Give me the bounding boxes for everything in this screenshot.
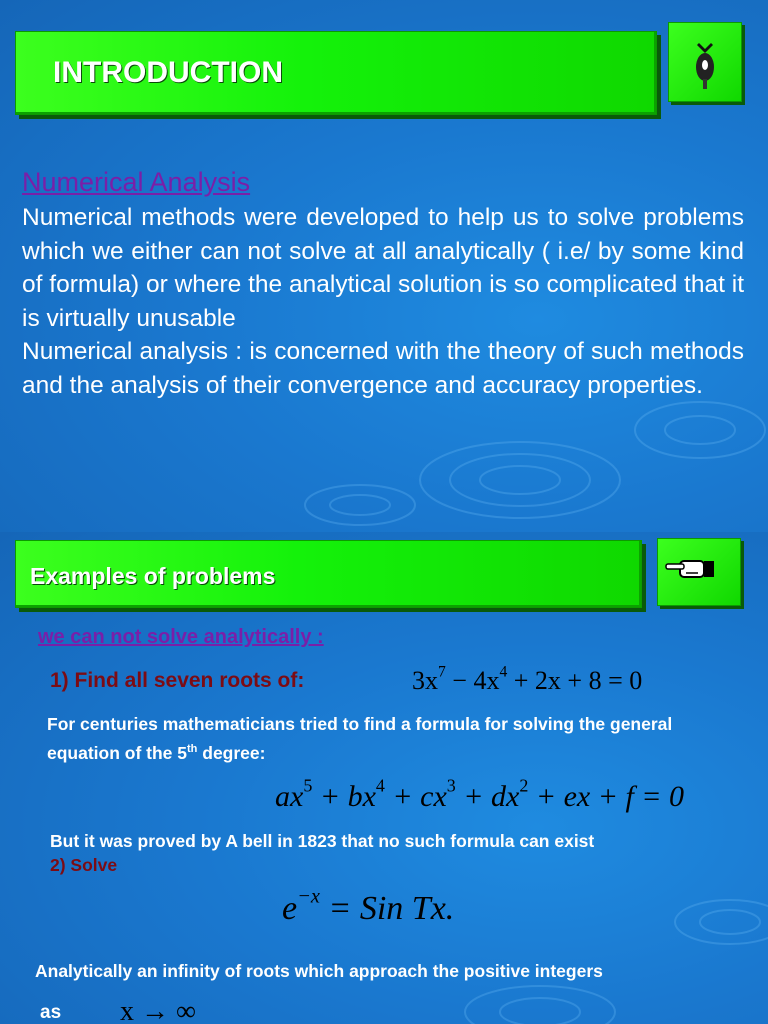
intro-paragraph-methods: Numerical methods were developed to help us to solve problems which we either can not solve at all analytically ( i.e/ by some kind of formula) or where the analytical solution is so complicated that it is virtually unusable [22,204,744,332]
centuries-text: For centuries mathematicians tried to find a formula for solving the general equation of the 5th degree: [47,714,673,763]
intro-banner-title: INTRODUCTION [53,56,283,89]
abel-proof-text: But it was proved by A bell in 1823 that no such formula can exist [50,831,595,851]
mouse-icon [669,23,741,101]
mouse-button[interactable] [668,22,742,102]
intro-paragraph-analysis: Numerical analysis : is concerned with the theory of such methods and the analysis of their convergence and accuracy properties. [22,338,744,399]
pointing-hand-icon [658,539,740,605]
examples-banner-title: Examples of problems [30,563,276,589]
fifth-degree-equation: $ax^5 + bx^4 + cx^3 + dx^2$ + ex + f = 0 [275,775,685,813]
as-label: as [40,1002,62,1023]
numerical-analysis-heading: Numerical Analysis [22,167,251,197]
intro-banner [15,31,657,115]
limit-expression: x → ∞ [120,996,196,1024]
examples-banner [15,540,642,608]
cannot-solve-intro: we can not solve analytically : [38,626,324,648]
infinity-roots-text: Analytically an infinity of roots which approach the positive integers [35,961,603,981]
examples-slide [0,532,768,1024]
item2-label: 2) Solve [50,855,118,875]
item1-label: 1) Find all seven roots of: [50,669,305,692]
transcendental-equation: $e^{-x}$ = Sin Tx. [282,885,455,927]
pointing-hand-button[interactable] [657,538,741,606]
seventh-degree-equation: $3x^7 - 4x^4 + 2x + 8 = 0$ [412,663,643,695]
